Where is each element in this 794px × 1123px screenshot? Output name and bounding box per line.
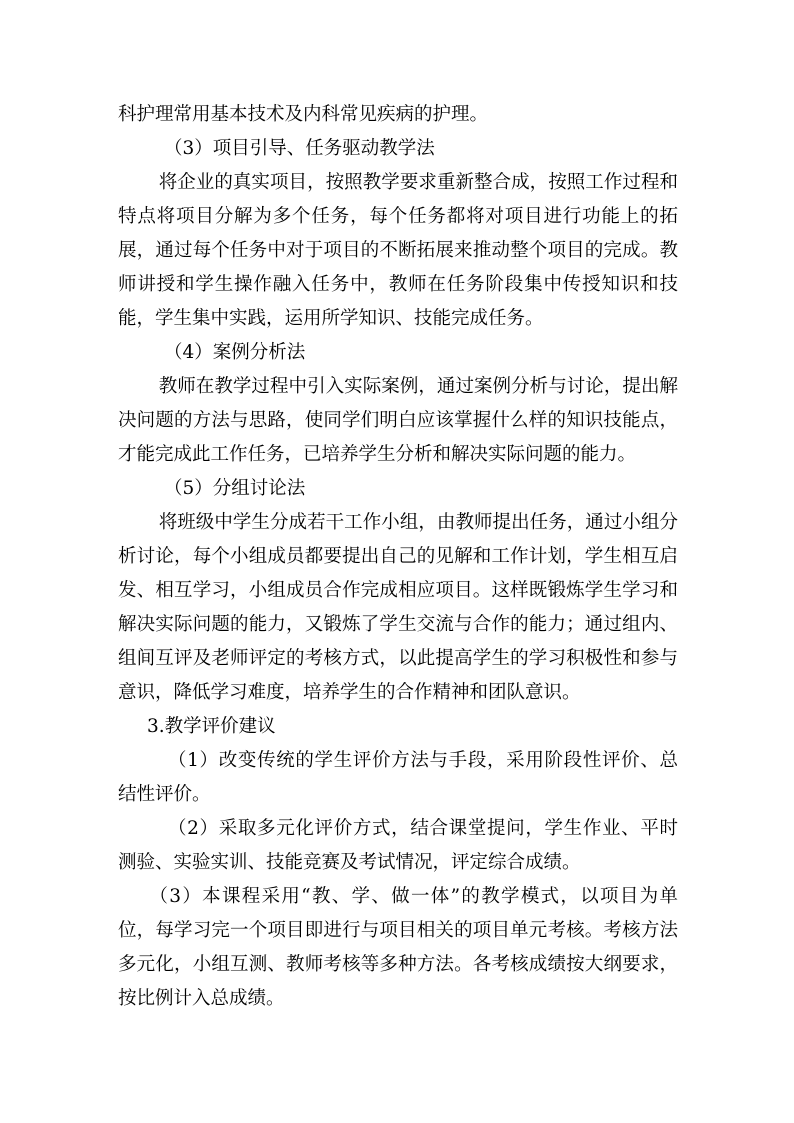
paragraph-group-discussion: 将班级中学生分成若干工作小组，由教师提出任务，通过小组分析讨论，每个小组成员都要提出自己的见解和工作计划，学生相互启发、相互学习，小组成员合作完成相应项目。这样既锻炼学生学习和解决实际问题的能力，又锻炼了学生交流与合作的能力；通过组内、组间互评及老师评定的考核方式，以此提高学生的学习积极性和参与意识，降低学习难度，培养学生的合作精神和团队意识。 bbox=[118, 512, 678, 703]
paragraph-evaluation-1: （1）改变传统的学生评价方法与手段，采用阶段性评价、总结性评价。 bbox=[118, 750, 678, 805]
section-heading-group-discussion: （5）分组讨论法 bbox=[164, 478, 306, 499]
section-heading-case-analysis: （4）案例分析法 bbox=[164, 342, 306, 363]
paragraph-continuation: 科护理常用基本技术及内科常见疾病的护理。 bbox=[118, 104, 489, 125]
paragraph-evaluation-3: （3）本课程采用“教、学、做一体”的教学模式，以项目为单位，每学习完一个项目即进行与项目相关的项目单元考核。考核方法多元化，小组互测、教师考核等多种方法。各考核成绩按大纲要求，按比例计入总成绩。 bbox=[118, 886, 678, 1009]
paragraph-project-method: 将企业的真实项目，按照教学要求重新整合成，按照工作过程和特点将项目分解为多个任务，每个任务都将对项目进行功能上的拓展，通过每个任务中对于项目的不断拓展来推动整个项目的完成。教师讲授和学生操作融入任务中，教师在任务阶段集中传授知识和技能，学生集中实践，运用所学知识、技能完成任务。 bbox=[118, 172, 678, 329]
section-heading-evaluation: 3.教学评价建议 bbox=[147, 716, 276, 737]
section-heading-project-method: （3）项目引导、任务驱动教学法 bbox=[164, 138, 435, 159]
document-body bbox=[118, 98, 678, 1016]
paragraph-case-analysis: 教师在教学过程中引入实际案例，通过案例分析与讨论，提出解决问题的方法与思路，使同学们明白应该掌握什么样的知识技能点，才能完成此工作任务，已培养学生分析和解决实际问题的能力。 bbox=[118, 376, 678, 465]
paragraph-evaluation-2: （2）采取多元化评价方式，结合课堂提问，学生作业、平时测验、实验实训、技能竞赛及考试情况，评定综合成绩。 bbox=[118, 818, 678, 873]
